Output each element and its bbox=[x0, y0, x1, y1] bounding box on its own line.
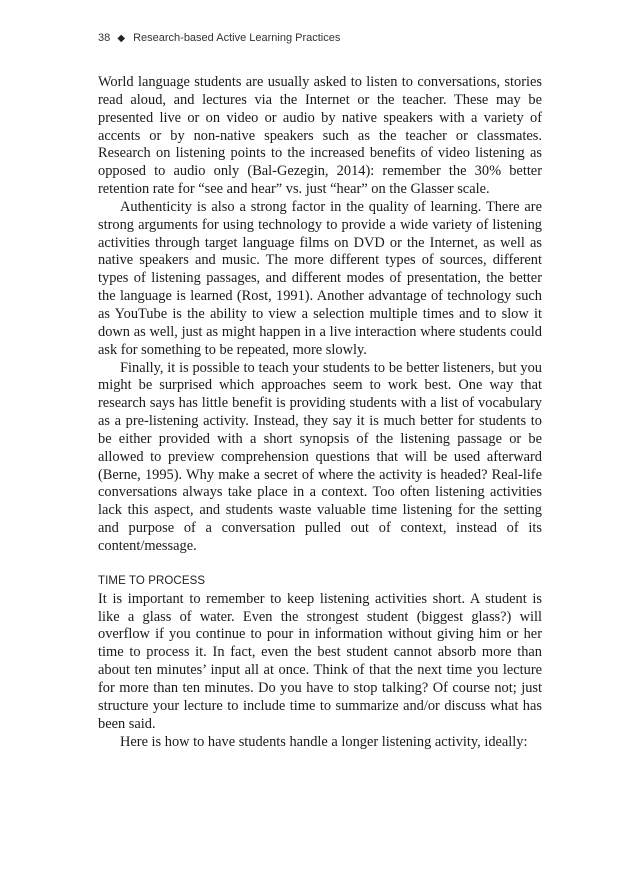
section-heading: TIME TO PROCESS bbox=[98, 574, 206, 587]
diamond-separator-icon: ◆ bbox=[117, 33, 126, 44]
paragraph-authenticity: Authenticity is also a strong factor in the quality of learning. There are strong arguments for using technology to provide a wide variety of listening activities through target language films on DVD or the Internet, as well as native speakers and music. The more different types of sources, different types of listening passages, and different modes of presentation, the better the language is learned (Rost, 1991). Another advantage of technology such as YouTube is the ability to view a selection multiple times and to slow it down as well, just as might happen in a live interaction where students could ask for something to be repeated, more slowly. bbox=[98, 198, 542, 358]
paragraph-longer-activity: Here is how to have students handle a longer listening activity, ideally: bbox=[120, 733, 528, 750]
body-text bbox=[98, 74, 542, 751]
running-title: Research-based Active Learning Practices bbox=[133, 32, 341, 44]
paragraph-keep-short: It is important to remember to keep listening activities short. A student is like a glass of water. Even the strongest student (biggest glass?) will overflow if you continue to pour in information without giving him or her time to process it. In fact, even the best student cannot absorb more than about ten minutes’ input all at once. Think of that the next time you lecture for more than ten minutes. Do you have to stop talking? Of course not; just structure your lecture to include time to summarize and/or discuss what has been said. bbox=[98, 590, 542, 732]
paragraph-better-listeners: Finally, it is possible to teach your students to be better listeners, but you might be surprised which approaches seem to work best. One way that research says has little benefit is providing students with a list of vocabulary as a pre-listening activity. Instead, they say it is much better for students to be either provided with a short synopsis of the listening passage or be allowed to preview comprehension questions that will be used afterward (Berne, 1995). Why make a secret of where the activity is headed? Real-life conversations always take place in a context. Too often listening activities lack this aspect, and students waste valuable time listening for the setting and purpose of a conversation pulled out of context, instead of its content/message. bbox=[98, 359, 542, 554]
page-number: 38 bbox=[98, 32, 111, 44]
running-header bbox=[98, 32, 340, 44]
paragraph-intro: World language students are usually asked to listen to conversations, stories read aloud, and lectures via the Internet or the teacher. These may be presented live or on video or audio by native speakers with a variety of accents or by non-native speakers such as the teacher or classmates. Research on listening points to the increased benefits of video listening as opposed to audio only (Bal-Gezegin, 2014): remember the 30% better retention rate for “see and hear” vs. just “hear” on the Glasser scale. bbox=[98, 74, 542, 198]
